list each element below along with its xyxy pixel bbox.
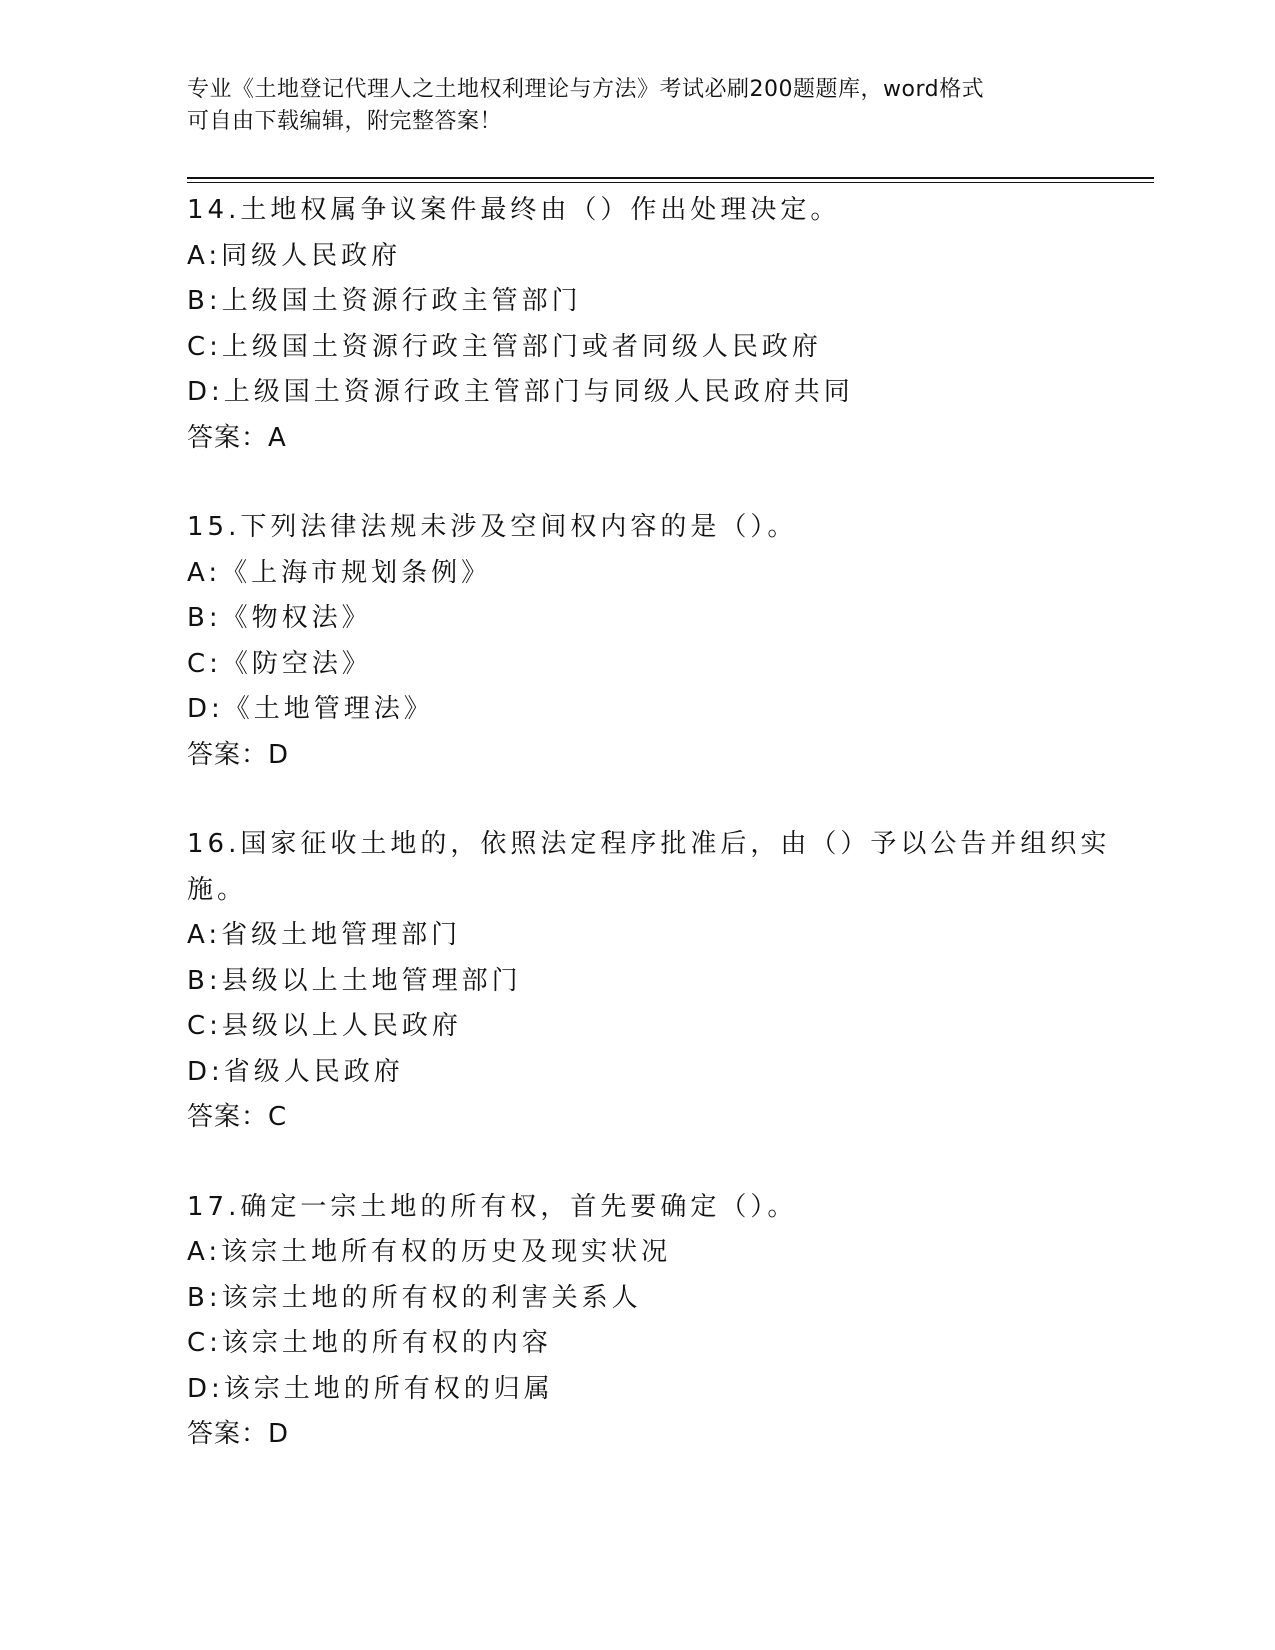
- option-c: C:该宗土地的所有权的内容: [187, 1328, 552, 1358]
- answer-line: 答案：D: [187, 1419, 290, 1449]
- option-a: A:省级土地管理部门: [187, 920, 462, 950]
- option-a: A:该宗土地所有权的历史及现实状况: [187, 1237, 672, 1267]
- answer-line: 答案：D: [187, 739, 290, 770]
- option-d: D:该宗土地的所有权的归属: [187, 1373, 554, 1404]
- question-stem: 15.下列法律法规未涉及空间权内容的是（）。: [187, 512, 798, 542]
- question-17: [187, 1185, 1087, 1458]
- option-a: A:同级人民政府: [187, 240, 402, 271]
- option-b: B:县级以上土地管理部门: [187, 965, 522, 996]
- option-d: D:省级人民政府: [187, 1056, 404, 1087]
- header-line-2: 可自由下载编辑，附完整答案！: [187, 109, 503, 134]
- question-stem: 14.土地权属争议案件最终由（）作出处理决定。: [187, 195, 841, 225]
- option-b: B:《物权法》: [187, 603, 372, 633]
- question-stem: 17.确定一宗土地的所有权，首先要确定（）。: [187, 1191, 798, 1222]
- question-16: [187, 822, 1111, 1141]
- header-divider-thick: [187, 177, 1154, 179]
- question-15: [187, 505, 1087, 778]
- option-d: D:上级国土资源行政主管部门与同级人民政府共同: [187, 377, 854, 407]
- option-a: A:《上海市规划条例》: [187, 557, 492, 588]
- question-14: [187, 188, 1087, 461]
- answer-line: 答案：A: [187, 422, 287, 453]
- option-c: C:上级国土资源行政主管部门或者同级人民政府: [187, 331, 822, 362]
- question-list: [187, 188, 1111, 1502]
- option-d: D:《土地管理法》: [187, 694, 434, 724]
- option-c: C:《防空法》: [187, 648, 372, 679]
- option-c: C:县级以上人民政府: [187, 1011, 462, 1041]
- option-b: B:上级国土资源行政主管部门: [187, 286, 582, 316]
- header-divider-thin: [187, 182, 1154, 183]
- question-stem-continued: 施。: [187, 874, 248, 905]
- answer-line: 答案：C: [187, 1102, 288, 1132]
- question-stem: 16.国家征收土地的，依照法定程序批准后，由（）予以公告并组织实: [187, 829, 1111, 859]
- option-b: B:该宗土地的所有权的利害关系人: [187, 1282, 642, 1313]
- header-line-1: 专业《土地登记代理人之土地权利理论与方法》考试必刷200题题库，word格式: [187, 77, 985, 102]
- document-header: [187, 74, 1087, 138]
